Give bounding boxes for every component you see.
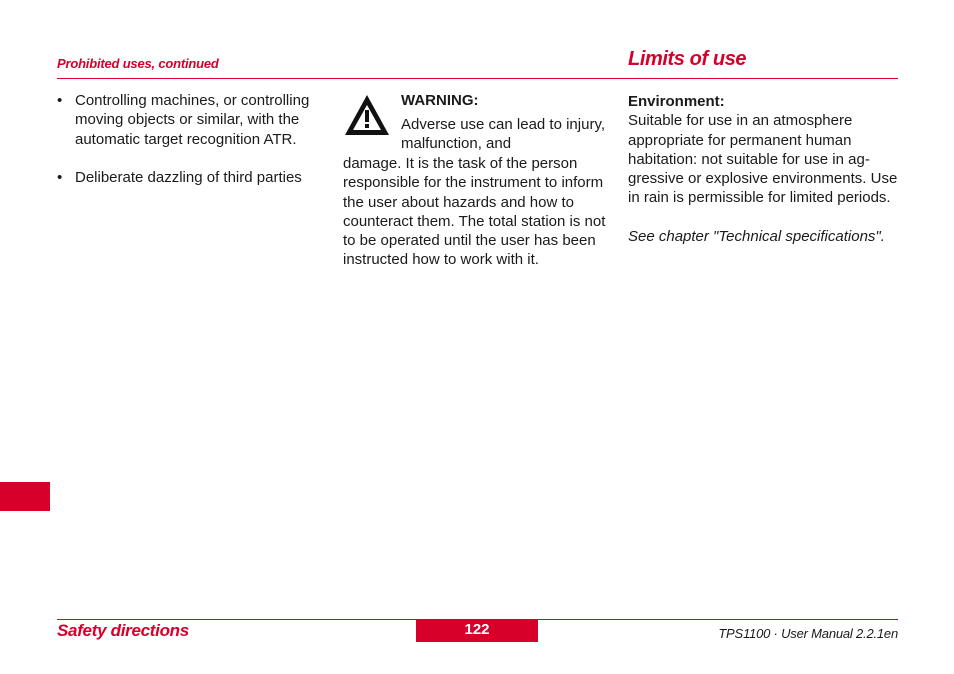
environment-section [628, 92, 898, 246]
environment-title: Environment: [628, 93, 725, 110]
list-item-text: Deliberate dazzling of third parties [75, 169, 302, 187]
manual-reference: TPS1100 · User Manual 2.2.1en [718, 626, 898, 641]
header-divider [57, 78, 898, 79]
bullet-marker: • [57, 169, 63, 187]
environment-text: Suitable for use in an atmosphere appropriate for permanent human habitation: not suitable for use in ag- gressive or explosive environments. Use in rain is permissible for limited periods. [628, 112, 898, 207]
page-number: 122 [416, 620, 538, 642]
bullet-marker: • [57, 92, 63, 109]
section-continued-label: Prohibited uses, continued [57, 56, 219, 71]
chapter-tab-marker [0, 482, 50, 511]
warning-lead-text: Adverse use can lead to injury, malfunction, and [401, 116, 606, 153]
list-item-text: Controlling machines, or controlling moving objects or similar, with the automatic target recognition ATR. [75, 92, 310, 148]
list-item [57, 91, 327, 149]
chapter-reference: See chapter "Technical specifications". [628, 228, 885, 246]
list-item [57, 168, 327, 187]
prohibited-uses-list [57, 91, 327, 207]
warning-title: WARNING: [401, 92, 479, 109]
warning-triangle-icon [343, 93, 391, 137]
page-title: Limits of use [628, 48, 747, 70]
footer-chapter-title: Safety directions [57, 621, 189, 640]
warning-body-text: damage. It is the task of the person responsible for the instrument to inform the user about hazards and how to counteract them. The total station is not to be operated until the user has been instructed how to work with it. [343, 155, 606, 269]
